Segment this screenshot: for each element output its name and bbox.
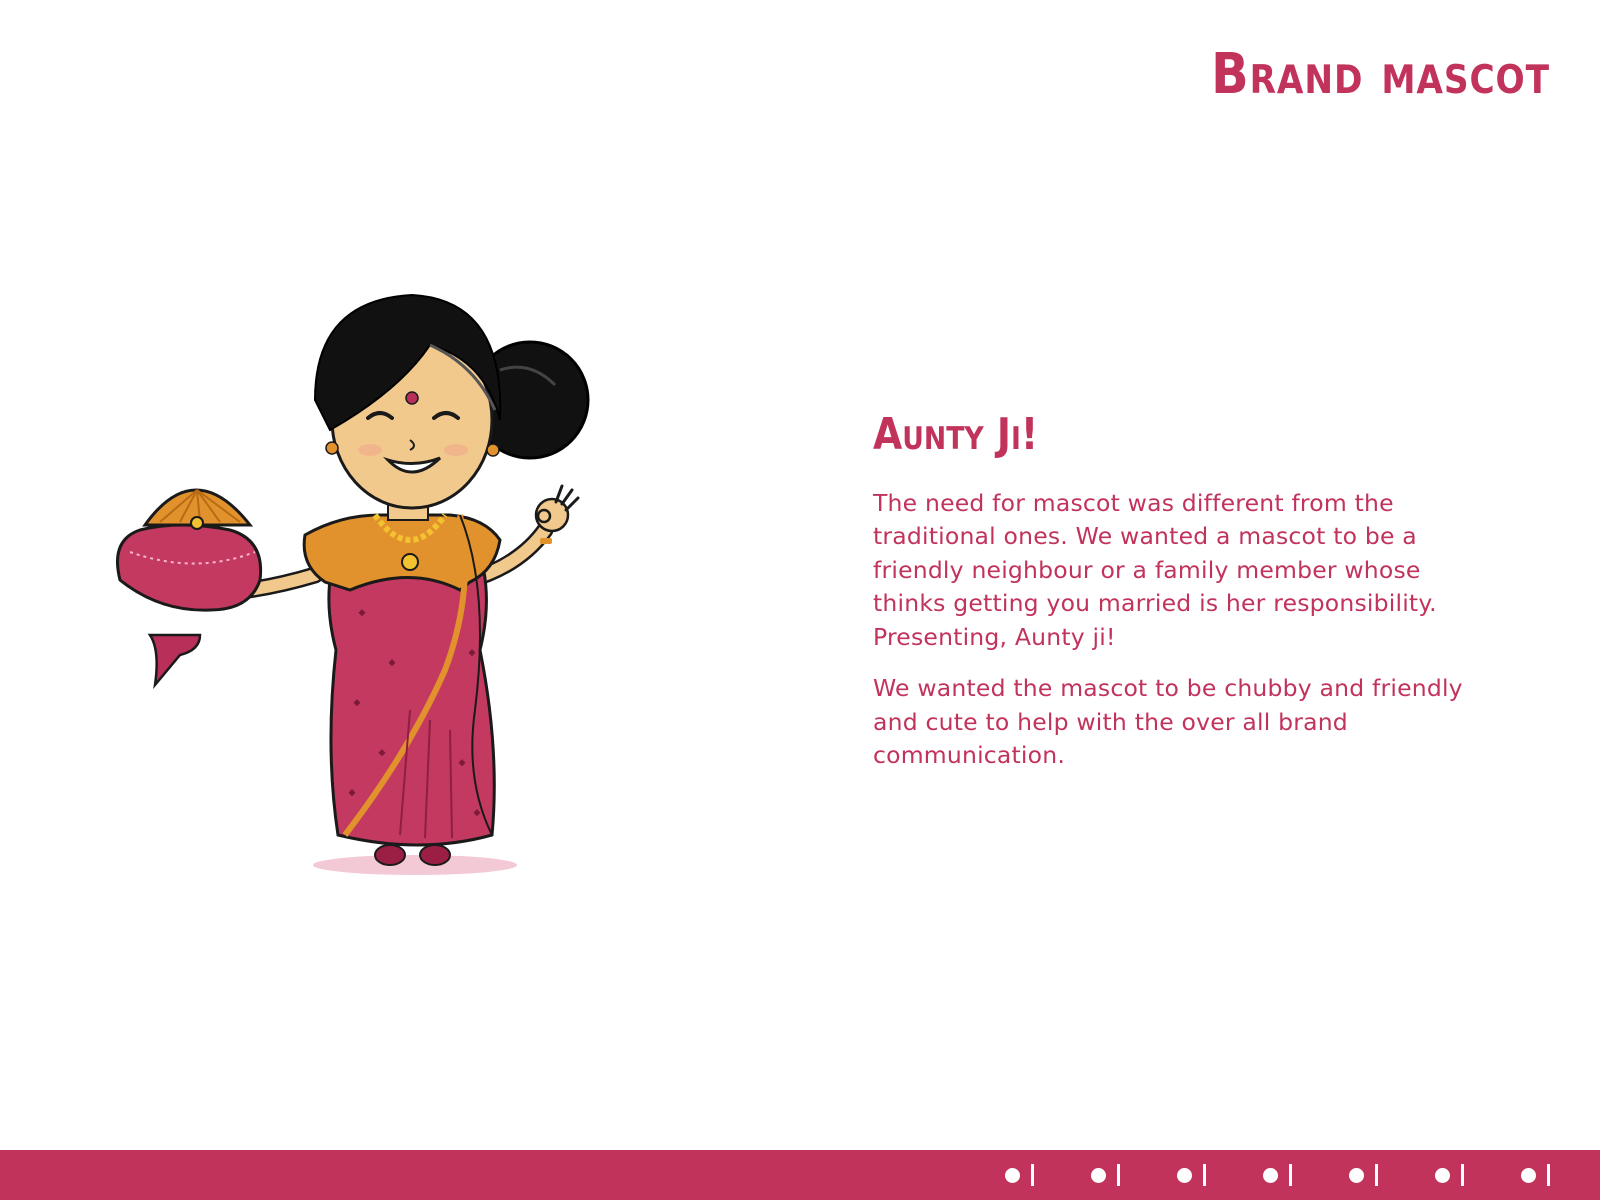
dot-bar-mark — [1435, 1164, 1464, 1186]
footer-band — [0, 1150, 1600, 1200]
dot-bar-mark — [1263, 1164, 1292, 1186]
bar-icon — [1289, 1164, 1292, 1186]
description-paragraph-1: The need for mascot was different from the traditional ones. We wanted a mascot to be a friendly neighbour or a family member whose thinks getting you married is her responsibility. Presenting, Aunty ji! — [873, 488, 1437, 651]
mascot-description — [873, 410, 1473, 791]
dot-icon — [1349, 1168, 1364, 1183]
dot-icon — [1263, 1168, 1278, 1183]
bar-icon — [1461, 1164, 1464, 1186]
page-title: Brand mascot — [1211, 42, 1550, 107]
dot-icon — [1521, 1168, 1536, 1183]
mascot-name-heading: Aunty Ji! — [873, 409, 1039, 460]
dot-icon — [1435, 1168, 1450, 1183]
bar-icon — [1031, 1164, 1034, 1186]
mascot-illustration — [100, 290, 600, 900]
bar-icon — [1117, 1164, 1120, 1186]
dot-bar-mark — [1521, 1164, 1550, 1186]
dot-bar-mark — [1177, 1164, 1206, 1186]
dot-icon — [1091, 1168, 1106, 1183]
dot-icon — [1177, 1168, 1192, 1183]
description-paragraph-2: We wanted the mascot to be chubby and friendly and cute to help with the over all brand communication. — [873, 674, 1463, 770]
bar-icon — [1203, 1164, 1206, 1186]
footer-pattern — [1005, 1150, 1550, 1200]
dot-bar-mark — [1091, 1164, 1120, 1186]
bar-icon — [1375, 1164, 1378, 1186]
bar-icon — [1547, 1164, 1550, 1186]
dot-icon — [1005, 1168, 1020, 1183]
dot-bar-mark — [1349, 1164, 1378, 1186]
dot-bar-mark — [1005, 1164, 1034, 1186]
